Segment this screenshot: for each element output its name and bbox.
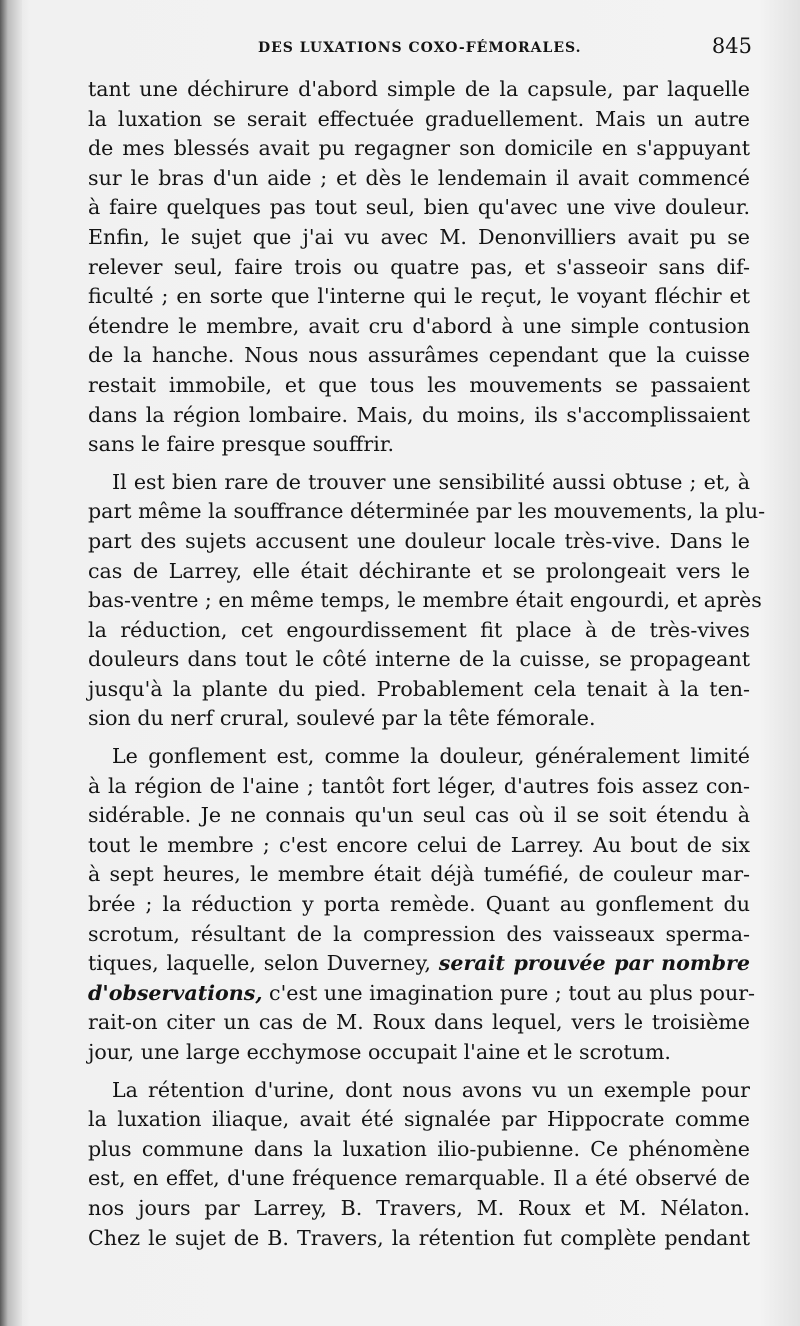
page-header (88, 34, 752, 58)
text-line: cas de Larrey, elle était déchirante et se prolongeait vers le (88, 558, 750, 583)
text-line: La rétention d'urine, dont nous avons vu un exemple pour (112, 1077, 750, 1102)
text-line: part des sujets accusent une douleur locale très-vive. Dans le (88, 528, 750, 553)
paragraph (88, 468, 766, 734)
page-number: 845 (711, 34, 752, 58)
text-line: sur le bras d'un aide ; et dès le lendemain il avait commencé (88, 165, 750, 190)
text-line: restait immobile, et que tous les mouvements se passaient (88, 372, 750, 397)
text-line: Le gonflement est, comme la douleur, généralement limité (112, 744, 750, 769)
text-line: jusqu'à la plante du pied. Probablement cela tenait à la ten- (88, 676, 750, 701)
body-text (88, 75, 766, 1253)
paragraph (88, 742, 756, 1068)
text-line: brée ; la réduction y porta remède. Quant au gonflement du (88, 892, 750, 917)
text-line: de la hanche. Nous nous assurâmes cependant que la cuisse (88, 343, 750, 368)
text-line: rait-on citer un cas de M. Roux dans lequel, vers le troisième (88, 1010, 750, 1035)
text-line: la réduction, cet engourdissement fit place à de très-vives (88, 617, 750, 642)
italic-quote: serait prouvée par nombre (438, 951, 750, 976)
text-line: sans le faire presque souffrir. (88, 432, 394, 457)
text-line: Il est bien rare de trouver une sensibilité aussi obtuse ; et, à (112, 469, 750, 494)
paragraph (88, 75, 750, 460)
page-binding-edge (0, 0, 22, 1326)
text-line: sidérable. Je ne connais qu'un seul cas où il se soit étendu à (88, 803, 750, 828)
text-line: nos jours par Larrey, B. Travers, M. Roux et M. Nélaton. (88, 1195, 750, 1220)
text-line: tiques, laquelle, selon Duverney, serait prouvée par nombre (88, 951, 750, 976)
text-line: tant une déchirure d'abord simple de la capsule, par laquelle (88, 77, 750, 101)
paragraph (88, 1076, 750, 1254)
text-line: dans la région lombaire. Mais, du moins, ils s'accomplissaient (88, 402, 750, 427)
text-line: est, en effet, d'une fréquence remarquable. Il a été observé de (88, 1166, 750, 1191)
text-line: à la région de l'aine ; tantôt fort léger, d'autres fois assez con- (88, 773, 750, 798)
text-line: sion du nerf crural, soulevé par la tête fémorale. (88, 706, 596, 731)
text-line: Enfin, le sujet que j'ai vu avec M. Denonvilliers avait pu se (88, 224, 750, 249)
text-line: plus commune dans la luxation ilio-pubienne. Ce phénomène (88, 1136, 750, 1161)
italic-quote: d'observations, (88, 980, 263, 1005)
running-title: DES LUXATIONS COXO-FÉMORALES. (258, 40, 582, 56)
text-line: douleurs dans tout le côté interne de la cuisse, se propageant (88, 647, 750, 672)
text-line: la luxation se serait effectuée graduellement. Mais un autre (88, 106, 750, 131)
text-line: ficulté ; en sorte que l'interne qui le reçut, le voyant fléchir et (88, 284, 750, 309)
text-line: relever seul, faire trois ou quatre pas, et s'asseoir sans dif- (88, 254, 750, 279)
text-line: Chez le sujet de B. Travers, la rétention fut complète pendant (88, 1225, 750, 1250)
text-line: part même la souffrance déterminée par les mouvements, la plu- (88, 499, 766, 524)
text-line: étendre le membre, avait cru d'abord à une simple contusion (88, 313, 750, 338)
text-line: à sept heures, le membre était déjà tuméfié, de couleur mar- (88, 862, 750, 887)
text-line: scrotum, résultant de la compression des vaisseaux sperma- (88, 921, 750, 946)
text-line: bas-ventre ; en même temps, le membre était engourdi, et après (88, 588, 762, 613)
text-line: tout le membre ; c'est encore celui de Larrey. Au bout de six (88, 832, 750, 857)
text-line: la luxation iliaque, avait été signalée par Hippocrate comme (88, 1107, 750, 1132)
text-line: à faire quelques pas tout seul, bien qu'avec une vive douleur. (88, 195, 750, 220)
text-line: de mes blessés avait pu regagner son domicile en s'appuyant (88, 136, 750, 161)
text-line: jour, une large ecchymose occupait l'aine et le scrotum. (88, 1040, 671, 1064)
text-line: d'observations, c'est une imagination pure ; tout au plus pour- (88, 980, 756, 1005)
